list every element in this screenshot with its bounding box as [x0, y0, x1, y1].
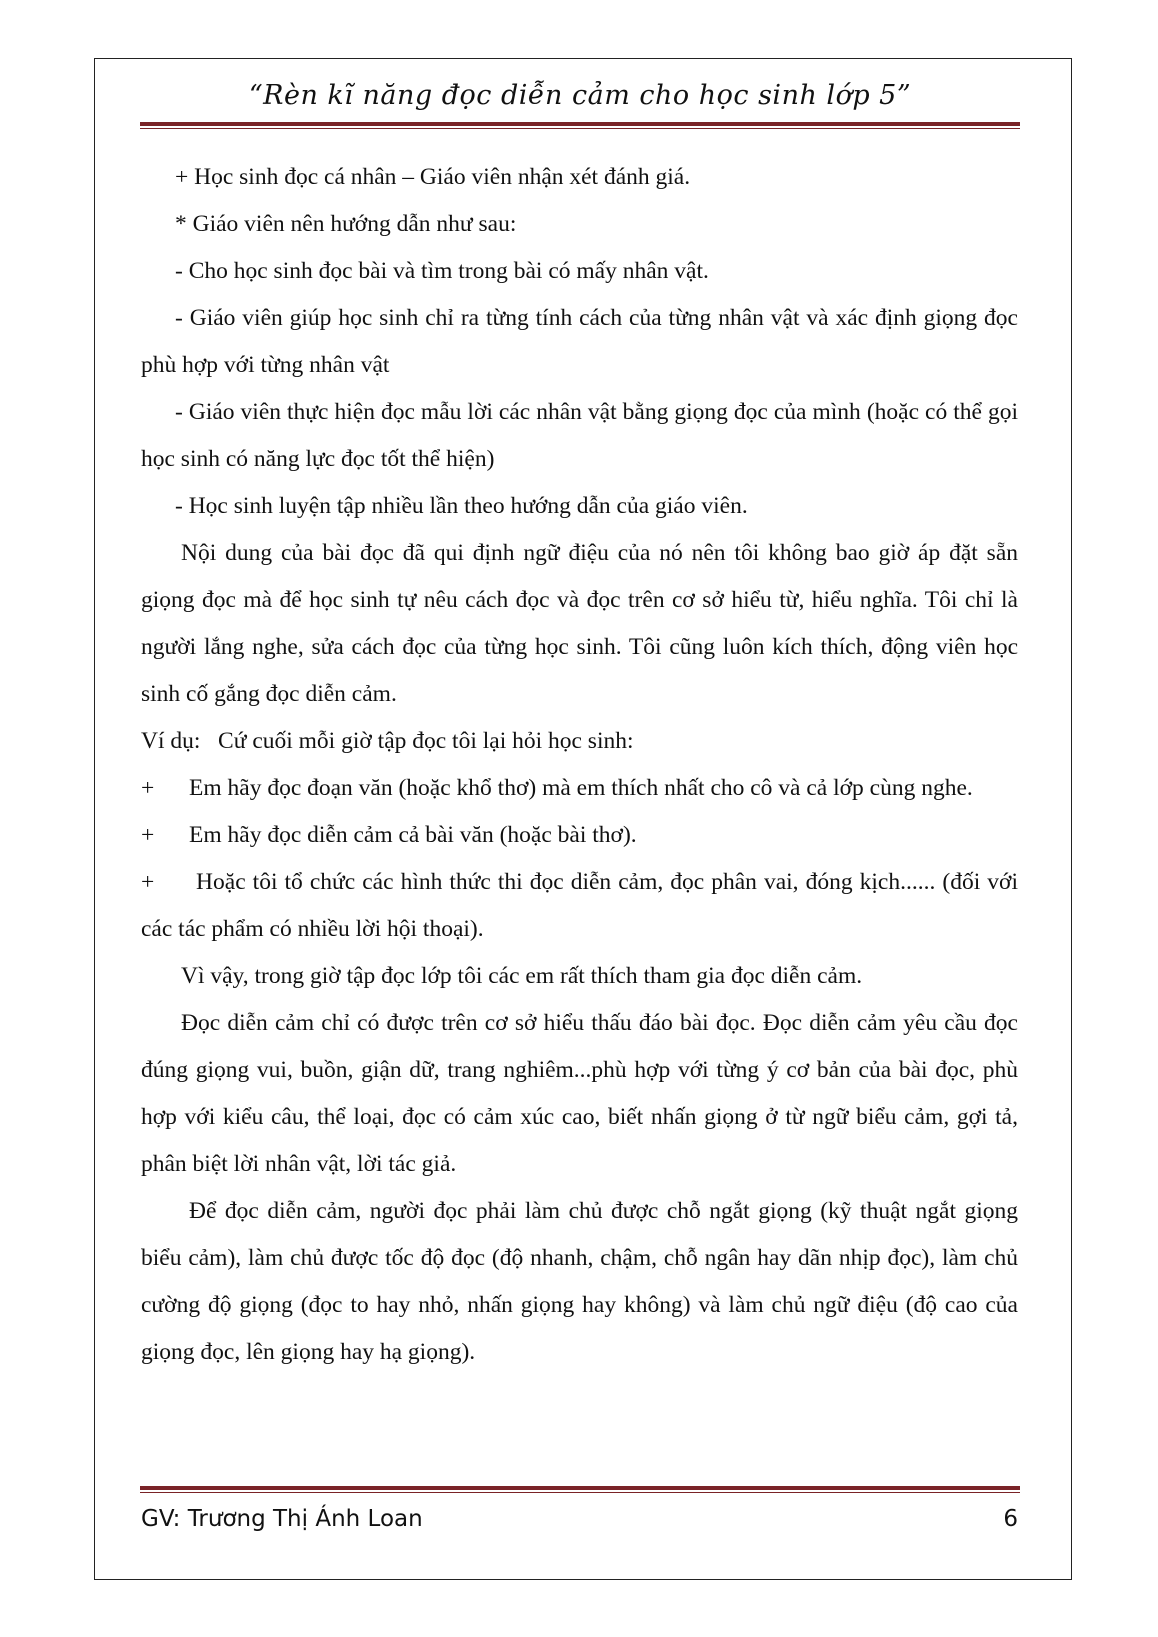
page-number: 6 — [1003, 1506, 1018, 1532]
paragraph: - Học sinh luyện tập nhiều lần theo hướng dẫn của giáo viên. — [175, 493, 748, 519]
paragraph: - Giáo viên giúp học sinh chỉ ra từng tính cách của từng nhân vật và xác định giọng đọc phù hợp với từng nhân vật — [141, 305, 1018, 378]
paragraph: Để đọc diễn cảm, người đọc phải làm chủ được chỗ ngắt giọng (kỹ thuật ngắt giọng biểu cảm), làm chủ được tốc độ đọc (độ nhanh, chậm, chỗ ngân hay dãn nhịp đọc), làm chủ cường độ giọng (đọc to hay nhỏ, nhấn giọng hay không) và làm chủ ngữ điệu (độ cao của giọng đọc, lên giọng hay hạ giọng). — [141, 1198, 1018, 1365]
paragraph: Vì vậy, trong giờ tập đọc lớp tôi các em rất thích tham gia đọc diễn cảm. — [181, 963, 863, 989]
bullet-item — [141, 859, 1018, 953]
header-rule — [140, 122, 1020, 129]
bullet-mark: + — [141, 869, 155, 895]
paragraph: - Giáo viên thực hiện đọc mẫu lời các nhân vật bằng giọng đọc của mình (hoặc có thể gọi học sinh có năng lực đọc tốt thể hiện) — [141, 399, 1018, 472]
paragraph: * Giáo viên nên hướng dẫn như sau: — [175, 211, 517, 237]
paragraph: Nội dung của bài đọc đã qui định ngữ điệu của nó nên tôi không bao giờ áp đặt sẵn giọng đọc mà để học sinh tự nêu cách đọc và đọc trên cơ sở hiểu từ, hiểu nghĩa. Tôi chỉ là người lắng nghe, sửa cách đọc của từng học sinh. Tôi cũng luôn kích thích, động viên học sinh cố gắng đọc diễn cảm. — [141, 540, 1018, 707]
bullet-mark: + — [141, 775, 155, 801]
bullet-item — [141, 765, 1018, 812]
paragraph: Đọc diễn cảm chỉ có được trên cơ sở hiểu thấu đáo bài đọc. Đọc diễn cảm yêu cầu đọc đúng giọng vui, buồn, giận dữ, trang nghiêm...phù hợp với từng ý cơ bản của bài đọc, phù hợp với kiểu câu, thể loại, đọc có cảm xúc cao, biết nhấn giọng ở từ ngữ biểu cảm, gợi tả, phân biệt lời nhân vật, lời tác giả. — [141, 1010, 1018, 1177]
paragraph: + Học sinh đọc cá nhân – Giáo viên nhận xét đánh giá. — [175, 164, 691, 190]
bullet-text: Em hãy đọc diễn cảm cả bài văn (hoặc bài thơ). — [189, 822, 637, 848]
paragraph: - Cho học sinh đọc bài và tìm trong bài có mấy nhân vật. — [175, 258, 709, 284]
bullet-text: Em hãy đọc đoạn văn (hoặc khổ thơ) mà em thích nhất cho cô và cả lớp cùng nghe. — [189, 775, 973, 801]
example-intro: Ví dụ: Cứ cuối mỗi giờ tập đọc tôi lại hỏi học sinh: — [141, 728, 634, 754]
footer-rule — [140, 1486, 1020, 1493]
bullet-mark: + — [141, 822, 155, 848]
bullet-text: Hoặc tôi tổ chức các hình thức thi đọc diễn cảm, đọc phân vai, đóng kịch...... (đối với các tác phẩm có nhiều lời hội thoại). — [141, 869, 1018, 942]
footer-author: GV: Trương Thị Ánh Loan — [141, 1506, 423, 1532]
header-title: “Rèn kĩ năng đọc diễn cảm cho học sinh lớp 5” — [248, 80, 912, 111]
document-body — [141, 154, 1018, 1376]
bullet-item — [141, 812, 1018, 859]
